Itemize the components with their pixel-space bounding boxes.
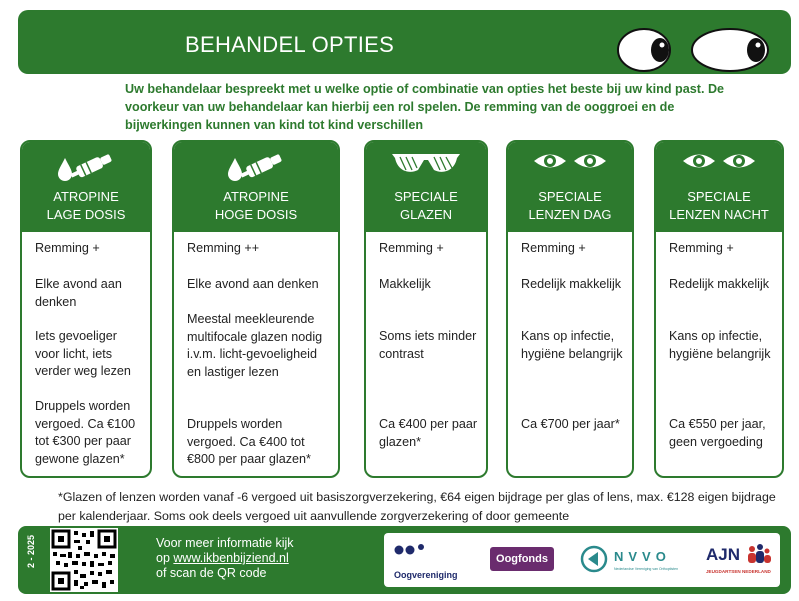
card-title-line-2: LENZEN DAG (528, 207, 612, 222)
option-card-atropine-low (20, 140, 152, 478)
eyes-icon (508, 148, 632, 180)
card-row-cost: Ca €700 per jaar* (521, 417, 620, 431)
eye-drops-icon (22, 148, 150, 180)
oogfonds-label: Oogfonds (496, 553, 548, 565)
card-header (22, 142, 150, 232)
card-title (656, 188, 782, 224)
glasses-icon (366, 148, 486, 180)
ajn-figures-icon (746, 543, 772, 567)
nvvo-emblem-icon (580, 545, 608, 573)
website-link[interactable]: www.ikbenbijziend.nl (173, 551, 289, 565)
card-title-line-2: LENZEN NACHT (669, 207, 769, 222)
card-title-line-1: ATROPINE (223, 189, 289, 204)
card-title (508, 188, 632, 224)
card-row-side-effects: Iets gevoeliger voor licht, iets verder weg lezen (35, 329, 131, 378)
more-info-line-3: of scan de QR code (156, 566, 267, 580)
card-header (656, 142, 782, 232)
eye-drops-icon (174, 148, 338, 180)
option-card-lenses-day (506, 140, 634, 478)
logo-ajn (704, 539, 776, 581)
card-title-line-1: SPECIALE (538, 189, 602, 204)
card-row-inhibition: Remming ++ (187, 241, 260, 255)
more-info-line-2 (156, 551, 294, 566)
nvvo-label: NVVO (614, 549, 671, 564)
oogvereniging-label: Oogvereniging (394, 570, 458, 580)
more-info-line-1: Voor meer informatie kijk (156, 536, 294, 550)
card-header (508, 142, 632, 232)
card-title-line-1: SPECIALE (687, 189, 751, 204)
card-title-line-2: LAGE DOSIS (46, 207, 126, 222)
footnote: *Glazen of lenzen worden vanaf -6 vergoed uit basiszorgverzekering, €64 eigen bijdrage per glas of lens, max. €128 eigen bijdrage per kalenderjaar. Soms ook deels vergoed uit aanvullende zorgverzekering of door gemeente (58, 490, 776, 523)
card-title-line-2: GLAZEN (399, 207, 452, 222)
card-row-ease: Redelijk makkelijk (521, 277, 622, 291)
card-title-line-2: HOGE DOSIS (214, 207, 298, 222)
partner-logos (384, 533, 780, 587)
card-row-side-effects: Kans op infectie, hygiëne belangrijk (521, 329, 623, 361)
option-card-special-glasses (364, 140, 488, 478)
card-title (174, 188, 338, 224)
card-row-inhibition: Remming + (379, 241, 444, 255)
option-card-lenses-night (654, 140, 784, 478)
card-header (366, 142, 486, 232)
card-row-side-effects: Soms iets minder contrast (379, 329, 477, 361)
cartoon-eyes-icon (616, 24, 776, 72)
logo-nvvo (580, 541, 690, 581)
card-title (22, 188, 150, 224)
header-banner (18, 10, 791, 74)
card-row-side-effects: Meestal meekleurende multifocale glazen nodig i.v.m. licht-gevoeligheid en lastiger lezen (187, 312, 323, 379)
card-row-inhibition: Remming + (669, 241, 734, 255)
card-header (174, 142, 338, 232)
card-row-cost: Ca €400 per paar glazen* (379, 417, 478, 449)
card-row-ease: Makkelijk (379, 277, 431, 291)
edition-date: 2 - 2025 (26, 534, 36, 568)
qr-code[interactable] (50, 528, 118, 592)
ajn-label: AJN (706, 545, 741, 564)
option-card-atropine-high (172, 140, 340, 478)
page-title: BEHANDEL OPTIES (185, 32, 395, 57)
card-title-line-1: ATROPINE (53, 189, 119, 204)
nvvo-subtitle: Nederlandse Vereniging van Orthoptisten (614, 567, 679, 571)
card-row-cost: Ca €550 per jaar, geen vergoeding (669, 417, 766, 449)
card-row-inhibition: Remming + (35, 241, 100, 255)
card-title-line-1: SPECIALE (394, 189, 458, 204)
intro-text: Uw behandelaar bespreekt met u welke optie of combinatie van opties het beste bij uw kind past. De voorkeur van uw behandelaar kan hierbij een rol spelen. De remming van de ooggroei en de bijwerkingen kunnen van kind tot kind verschillen (125, 82, 725, 132)
logo-oogfonds (490, 547, 554, 571)
card-row-inhibition: Remming + (521, 241, 586, 255)
card-row-side-effects: Kans op infectie, hygiëne belangrijk (669, 329, 771, 361)
footer-banner (18, 526, 791, 594)
more-info-text (156, 536, 294, 581)
card-row-ease: Elke avond aan denken (187, 277, 319, 291)
eyes-icon (656, 148, 782, 180)
logo-oogvereniging (394, 543, 464, 579)
ajn-subtitle: JEUGDARTSEN NEDERLAND (706, 569, 771, 574)
card-row-cost: Druppels worden vergoed. Ca €100 tot €300 per paar gewone glazen* (35, 399, 136, 466)
card-title (366, 188, 486, 224)
card-row-ease: Elke avond aan denken (35, 277, 122, 309)
card-row-cost: Druppels worden vergoed. Ca €400 tot €800 per paar glazen* (187, 417, 311, 466)
oogvereniging-dots-icon (394, 543, 428, 557)
more-info-prefix: op (156, 551, 174, 565)
card-row-ease: Redelijk makkelijk (669, 277, 770, 291)
